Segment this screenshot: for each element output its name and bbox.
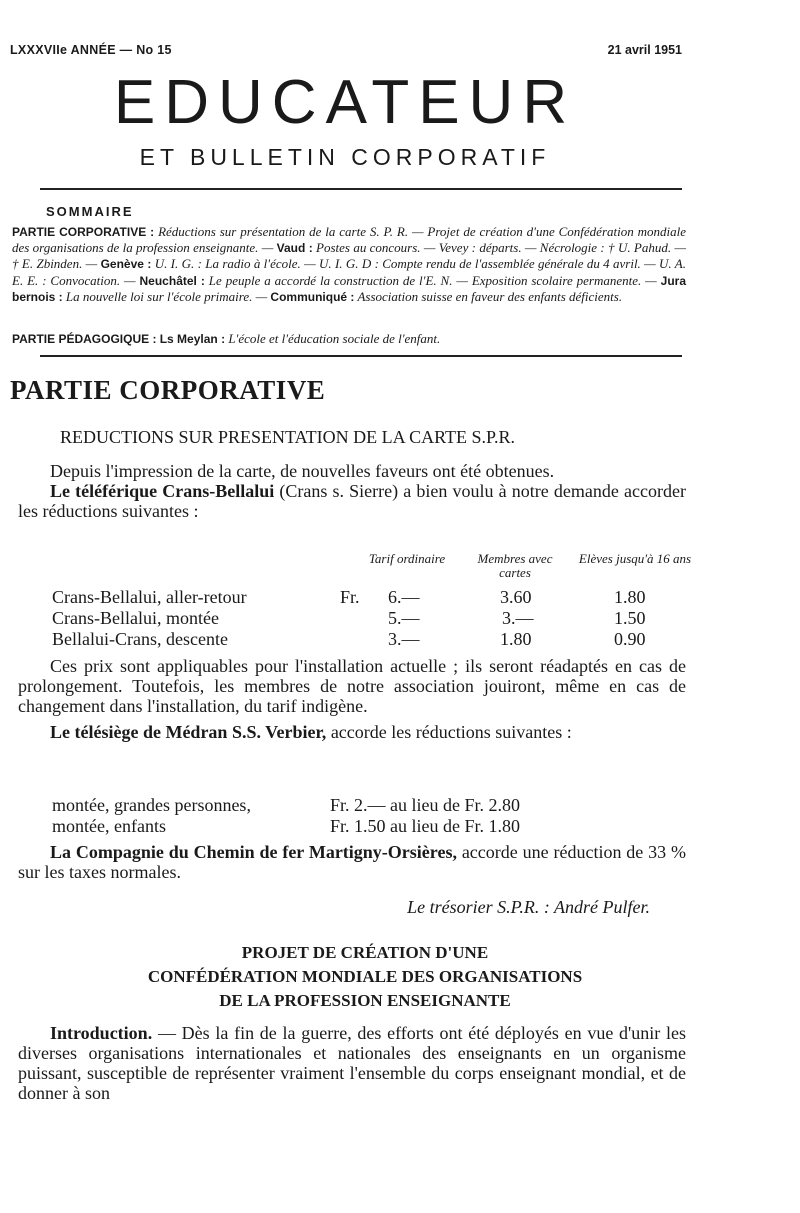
- row-membres: 3.—: [502, 608, 534, 628]
- row-eleves: 1.50: [614, 608, 646, 628]
- article2-heading-line2: CONFÉDÉRATION MONDIALE DES ORGANISATIONS: [147, 967, 583, 986]
- sommaire-corp-key: PARTIE CORPORATIVE :: [12, 225, 155, 239]
- article2-heading: [0, 941, 730, 1013]
- row-label: Crans-Bellalui, montée: [52, 608, 219, 628]
- article2-intro-bold: Introduction.: [50, 1023, 153, 1043]
- sommaire-ped-author: Ls Meylan :: [159, 332, 226, 346]
- verbier-label: montée, grandes personnes,: [52, 795, 251, 815]
- article1-p2-rest: (Crans s. Sierre) a bien voulu à notre demande accorder les réductions suivantes :: [18, 481, 686, 521]
- article1-p5-rest: accorde une réduction de 33 % sur les taxes normales.: [18, 842, 686, 882]
- signature: Le trésorier S.P.R. : André Pulfer.: [407, 897, 650, 917]
- sommaire-communique-key: Communiqué :: [270, 289, 355, 304]
- divider-sommaire: [40, 355, 682, 357]
- divider-top: [40, 188, 682, 190]
- issue-date: 21 avril 1951: [607, 43, 682, 57]
- table-header-tarif: Tarif ordinaire: [368, 551, 446, 566]
- article1-p5: [18, 842, 686, 882]
- sommaire-jura-text: La nouvelle loi sur l'école primaire. —: [65, 288, 268, 304]
- verbier-label: montée, enfants: [52, 816, 166, 836]
- sommaire-ped-text: L'école et l'éducation sociale de l'enfant.: [228, 331, 441, 346]
- row-tarif: 6.—: [388, 587, 420, 607]
- article2-heading-line1: PROJET DE CRÉATION D'UNE: [241, 943, 489, 962]
- sommaire-block: [12, 224, 686, 305]
- row-eleves: 0.90: [614, 629, 646, 649]
- article1-p4-rest: accorde les réductions suivantes :: [330, 722, 572, 742]
- article2-intro: [18, 1023, 686, 1103]
- issue-number: LXXXVIIe ANNÉE — No 15: [10, 43, 172, 57]
- article1-intro: [18, 461, 686, 521]
- article1-p5-block: [18, 842, 686, 882]
- sommaire-jura-key: Jura bernois :: [12, 273, 687, 304]
- article1-middle: [18, 656, 686, 742]
- article2-intro-paragraph: [18, 1023, 686, 1103]
- journal-subtitle: ET BULLETIN CORPORATIF: [139, 144, 551, 170]
- sommaire-neuchatel-key: Neuchâtel :: [139, 273, 205, 288]
- article1-p1: Depuis l'impression de la carte, de nouvelles faveurs ont été obtenues.: [50, 461, 555, 481]
- sommaire-ped-key: PARTIE PÉDAGOGIQUE :: [12, 332, 157, 346]
- row-eleves: 1.80: [614, 587, 646, 607]
- sommaire-vaud-text: Postes au concours. — Vevey : départs. — Nécrologie : † U. Pahud. — † E. Zbinden. —: [12, 240, 686, 272]
- section-title: PARTIE CORPORATIVE: [10, 375, 326, 405]
- article1-p3: Ces prix sont appliquables pour l'installation actuelle ; ils seront réadaptés en cas de prolongement. Toutefois, les membres de notre association jouiront, même en cas de changement dans l'installation, du tarif indigène.: [18, 656, 686, 716]
- article1-p2-bold: Le téléférique Crans-Bellalui: [50, 481, 275, 501]
- sommaire-vaud-key: Vaud :: [276, 241, 313, 256]
- journal-title: EDUCATEUR: [113, 68, 577, 137]
- row-currency: Fr.: [340, 587, 360, 607]
- sommaire-neuchatel-text: Le peuple a accordé la construction de l'E. N. — Exposition scolaire permanente. —: [208, 272, 657, 288]
- article1-p4-bold: Le télésiège de Médran S.S. Verbier,: [50, 722, 327, 742]
- table-header-membres: Membres avec cartes: [477, 551, 553, 580]
- article2-intro-text: — Dès la fin de la guerre, des efforts ont été déployés en vue d'unir les diverses organisations internationales et nationales des enseignants en un organisme puissant, susceptible de représenter vraiment l'ensemble du corps enseignant mondial, et de donner à son: [18, 1023, 687, 1103]
- row-membres: 3.60: [500, 587, 532, 607]
- article1-p2: [18, 481, 686, 521]
- table-header-eleves: Elèves jusqu'à 16 ans: [578, 551, 692, 566]
- article1-p5-bold: La Compagnie du Chemin de fer Martigny-Orsières,: [50, 842, 457, 862]
- sommaire-communique-text: Association suisse en faveur des enfants déficients.: [357, 288, 623, 304]
- article1-heading: REDUCTIONS SUR PRESENTATION DE LA CARTE S.P.R.: [60, 427, 516, 447]
- row-tarif: 3.—: [388, 629, 420, 649]
- row-tarif: 5.—: [388, 608, 420, 628]
- row-membres: 1.80: [500, 629, 532, 649]
- article2-heading-line3: DE LA PROFESSION ENSEIGNANTE: [219, 991, 511, 1010]
- sommaire-geneve-key: Genève :: [100, 257, 152, 272]
- sommaire-corp-text: Réductions sur présentation de la carte S. P. R. — Projet de création d'une Confédération mondiale des organisations de la profession enseignante. —: [12, 224, 686, 256]
- verbier-price: Fr. 2.— au lieu de Fr. 2.80: [330, 795, 520, 815]
- row-label: Bellalui-Crans, descente: [52, 629, 228, 649]
- row-label: Crans-Bellalui, aller-retour: [52, 587, 247, 607]
- sommaire-label: SOMMAIRE: [46, 204, 134, 219]
- article1-p4: [18, 722, 686, 742]
- verbier-price: Fr. 1.50 au lieu de Fr. 1.80: [330, 816, 520, 836]
- sommaire-pedagogique: [12, 331, 440, 347]
- sommaire-geneve-text: U. I. G. : La radio à l'école. — U. I. G. D : Compte rendu de l'assemblée générale du 4 avril. — U. A. E. E. : Convocation. —: [12, 256, 686, 288]
